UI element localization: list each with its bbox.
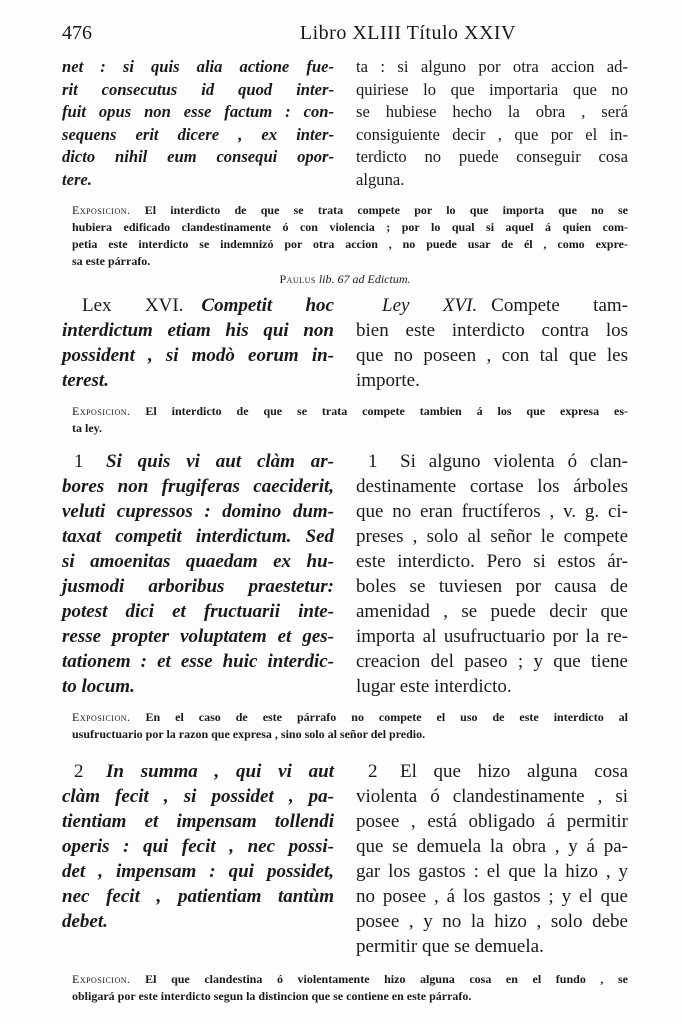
book-page [62,22,628,1005]
latin-column [62,449,334,699]
page-number: 476 [62,22,92,44]
latin-line: potest dici et fructuarii inte- [62,600,334,622]
spanish-line: no posee , á los gastos ; y el que [356,885,628,907]
spanish-line: El que hizo alguna cosa [400,760,628,782]
spanish-line: posee , está obligado á permitir [356,810,628,832]
exposicion-text: usufructuario por la razon que expresa , sino solo al señor del predio. [72,726,426,741]
exposicion-text: En el caso de este párrafo no compete el uso de este interdicto al [145,709,628,724]
exposicion-label: Exposicion. [72,709,131,724]
exposicion-label: Exposicion. [72,971,131,986]
spanish-line: lugar este interdicto. [356,675,512,697]
paragraph-2 [62,759,628,959]
spanish-column [356,56,628,192]
spanish-line: terdicto no puede conseguir cosa [356,147,628,167]
spanish-line: bien este interdicto contra los [356,319,628,341]
running-title: Libro XLIII Título XXIV [299,22,516,44]
lex-16 [62,293,628,393]
exposicion-label: Exposicion. [72,202,131,217]
spanish-column [356,293,628,393]
latin-line: net : si quis alia actione fue- [62,57,334,76]
spanish-line: boles se tuviesen por causa de [356,575,628,597]
latin-line: det , impensam : qui possidet, [62,860,334,882]
latin-line: operis : qui fecit , nec possi- [62,835,334,857]
spanish-line: alguna. [356,169,405,189]
paragraph-number: 2 [74,760,84,782]
spanish-line: gar los gastos : el que la hizo , y [356,860,628,882]
paragraph-number: 2 [368,760,378,782]
spanish-line: consiguiente decir , que por el in- [356,124,628,144]
exposicion-note [72,403,628,437]
spanish-line: amenidad , se puede decir que [356,600,628,622]
section-continuation [62,56,628,192]
exposicion-text: ta ley. [72,420,102,435]
exposicion-text: obligará por este interdicto segun la distincion que se contiene en este párrafo. [72,988,472,1003]
paragraph-1 [62,449,628,699]
latin-line: tere. [62,169,92,189]
spanish-line: que no eran fructíferos , v. g. ci- [356,500,628,522]
latin-line: resse propter voluptatem et ges- [62,625,334,647]
exposicion-text: El interdicto de que se trata compete por lo que importa que no se [144,202,628,217]
spanish-line: importa al usufructuario por la re- [356,625,628,647]
exposicion-note [72,709,628,743]
exposicion-note [72,202,628,270]
latin-line: clàm fecit , si possidet , pa- [62,785,334,807]
latin-line: sequens erit dicere , ex inter- [62,124,334,144]
latin-line: taxat competit interdictum. Sed [62,525,334,547]
spanish-line: ta : si alguno por otra accion ad- [356,57,628,76]
page-header [62,22,628,56]
latin-line: fuit opus non esse factum : con- [62,102,334,122]
exposicion-note [72,971,628,1005]
spanish-line: importe. [356,369,420,391]
spanish-line: violenta ó clandestinamente , si [356,785,628,807]
spanish-line: posee , y no la hizo , solo debe [356,910,628,932]
latin-line: possident , si modò eorum in- [62,344,334,366]
latin-line: tationem : et esse huic interdic- [62,650,334,672]
spanish-line: permitir que se demuela. [356,935,544,957]
spanish-line: Si alguno violenta ó clan- [400,450,628,472]
attribution-author: Paulus [279,271,316,286]
latin-line: tientiam et impensam tollendi [62,810,334,832]
exposicion-text: sa este párrafo. [72,253,151,268]
latin-line: terest. [62,369,109,391]
latin-line: Si quis vi aut clàm ar- [106,450,334,472]
paragraph-number: 1 [368,450,378,472]
latin-line: to locum. [62,675,135,697]
spanish-line: quiriese lo que importaria que no [356,79,628,99]
spanish-line: preses , solo al señor le compete [356,525,628,547]
exposicion-label: Exposicion. [72,403,131,418]
latin-line: veluti cupressos : domino dum- [62,500,334,522]
latin-column [62,293,334,393]
paragraph-number: 1 [74,450,84,472]
latin-line: bores non frugiferas caeciderit, [62,475,334,497]
latin-line: debet. [62,910,108,932]
exposicion-text: petia este interdicto se indemnizó por otra accion , no puede usar de él , como expre- [72,236,628,251]
latin-column [62,759,334,959]
spanish-line: Compete tam- [491,294,628,316]
spanish-line: que se demuela la obra , y á pa- [356,835,628,857]
exposicion-text: hubiera edificado clandestinamente ó con violencia ; por lo qual si aquel á quien com- [72,219,628,234]
spanish-line: este interdicto. Pero si estos ár- [356,550,628,572]
lex-heading: Lex XVI. [82,294,184,316]
spanish-line: se hubiese hecho la obra , será [356,102,628,122]
spanish-column [356,759,628,959]
attribution-work: lib. 67 ad Edictum. [318,271,411,286]
spanish-line: que no poseen , con tal que les [356,344,628,366]
spanish-line: creacion del paseo ; y que tiene [356,650,628,672]
spanish-line: destinamente cortase los árboles [356,475,628,497]
latin-line: interdictum etiam his qui non [62,319,334,341]
latin-column [62,56,334,192]
source-attribution [62,272,628,287]
latin-line: nec fecit , patientiam tantùm [62,885,334,907]
latin-line: jusmodi arboribus praestetur: [62,575,334,597]
exposicion-text: El interdicto de que se trata compete tambien á los que expresa es- [145,403,629,418]
latin-line: rit consecutus id quod inter- [62,79,334,99]
ley-heading: Ley XVI. [382,294,478,316]
latin-line: si amoenitas quaedam ex hu- [62,550,334,572]
latin-line: Competit hoc [201,294,334,316]
spanish-column [356,449,628,699]
exposicion-text: El que clandestina ó violentamente hizo alguna cosa en el fundo , se [145,971,629,986]
latin-line: dicto nihil eum consequi opor- [62,147,334,167]
latin-line: In summa , qui vi aut [106,760,334,782]
